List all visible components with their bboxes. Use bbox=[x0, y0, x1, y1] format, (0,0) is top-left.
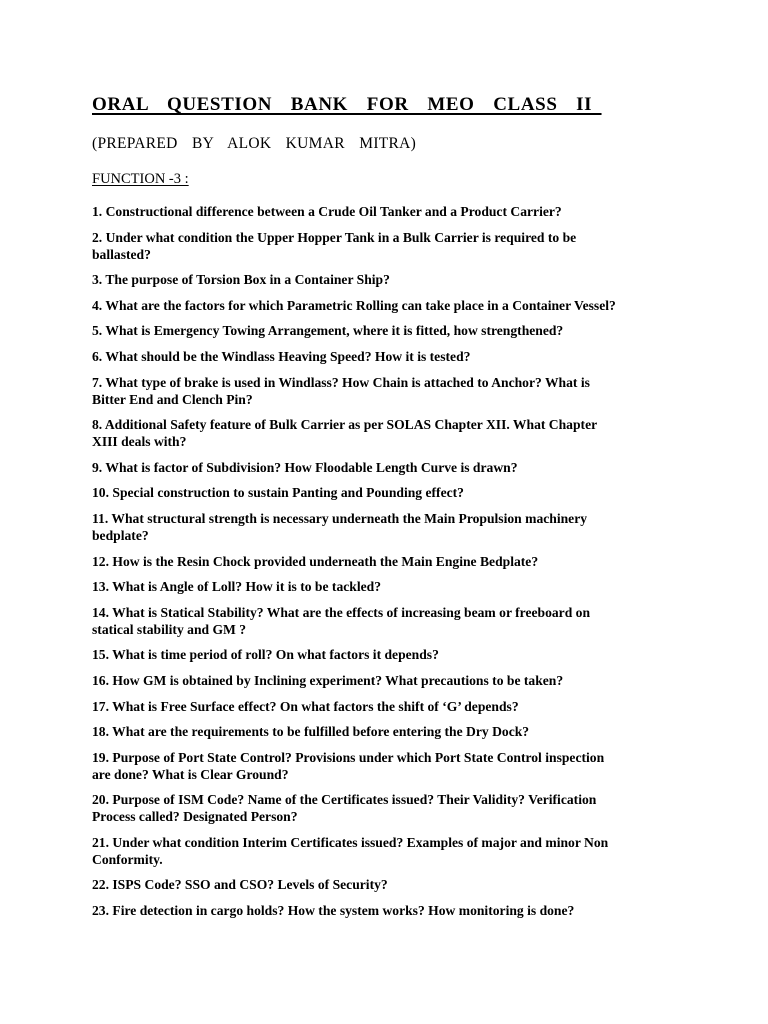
question-item: 1. Constructional difference between a Crude Oil Tanker and a Product Carrier? bbox=[92, 204, 562, 219]
question-item: 3. The purpose of Torsion Box in a Container Ship? bbox=[92, 272, 390, 288]
question-item: 8. Additional Safety feature of Bulk Carrier as per SOLAS Chapter XII. What Chapter XIII deals with? bbox=[92, 417, 598, 450]
question-item: 4. What are the factors for which Parametric Rolling can take place in a Container Vessel? bbox=[92, 297, 616, 313]
question-item: 12. How is the Resin Chock provided underneath the Main Engine Bedplate? bbox=[92, 553, 539, 569]
document-author: (PREPARED BY ALOK KUMAR MITRA) bbox=[92, 135, 417, 152]
question-item: 20. Purpose of ISM Code? Name of the Certificates issued? Their Validity? Verification Process called? Designated Person? bbox=[92, 792, 597, 825]
question-item: 11. What structural strength is necessary underneath the Main Propulsion machinery bedplate? bbox=[92, 510, 588, 543]
question-item: 2. Under what condition the Upper Hopper Tank in a Bulk Carrier is required to be ballasted? bbox=[92, 229, 577, 262]
question-item: 5. What is Emergency Towing Arrangement, where it is fitted, how strengthened? bbox=[92, 323, 564, 339]
question-item: 7. What type of brake is used in Windlass? How Chain is attached to Anchor? What is Bitter End and Clench Pin? bbox=[92, 374, 590, 407]
question-list bbox=[92, 203, 692, 928]
question-item: 18. What are the requirements to be fulfilled before entering the Dry Dock? bbox=[92, 724, 530, 740]
question-item: 6. What should be the Windlass Heaving Speed? How it is tested? bbox=[92, 348, 471, 364]
question-item: 23. Fire detection in cargo holds? How the system works? How monitoring is done? bbox=[92, 903, 575, 919]
question-item: 13. What is Angle of Loll? How it is to be tackled? bbox=[92, 579, 382, 595]
question-item: 14. What is Statical Stability? What are the effects of increasing beam or freeboard on statical stability and GM ? bbox=[92, 604, 591, 637]
question-item: 16. How GM is obtained by Inclining experiment? What precautions to be taken? bbox=[92, 672, 564, 688]
question-item: 10. Special construction to sustain Panting and Pounding effect? bbox=[92, 485, 464, 501]
question-item: 9. What is factor of Subdivision? How Floodable Length Curve is drawn? bbox=[92, 459, 518, 475]
question-item: 21. Under what condition Interim Certificates issued? Examples of major and minor Non Conformity. bbox=[92, 834, 609, 867]
section-label: FUNCTION -3 : bbox=[92, 171, 189, 187]
question-item: 15. What is time period of roll? On what factors it depends? bbox=[92, 647, 439, 663]
document-title: ORAL QUESTION BANK FOR MEO CLASS II bbox=[92, 94, 602, 115]
question-item: 17. What is Free Surface effect? On what factors the shift of ‘G’ depends? bbox=[92, 698, 519, 714]
question-item: 22. ISPS Code? SSO and CSO? Levels of Security? bbox=[92, 877, 388, 893]
question-item: 19. Purpose of Port State Control? Provisions under which Port State Control inspection are done? What is Clear Ground? bbox=[92, 749, 605, 782]
